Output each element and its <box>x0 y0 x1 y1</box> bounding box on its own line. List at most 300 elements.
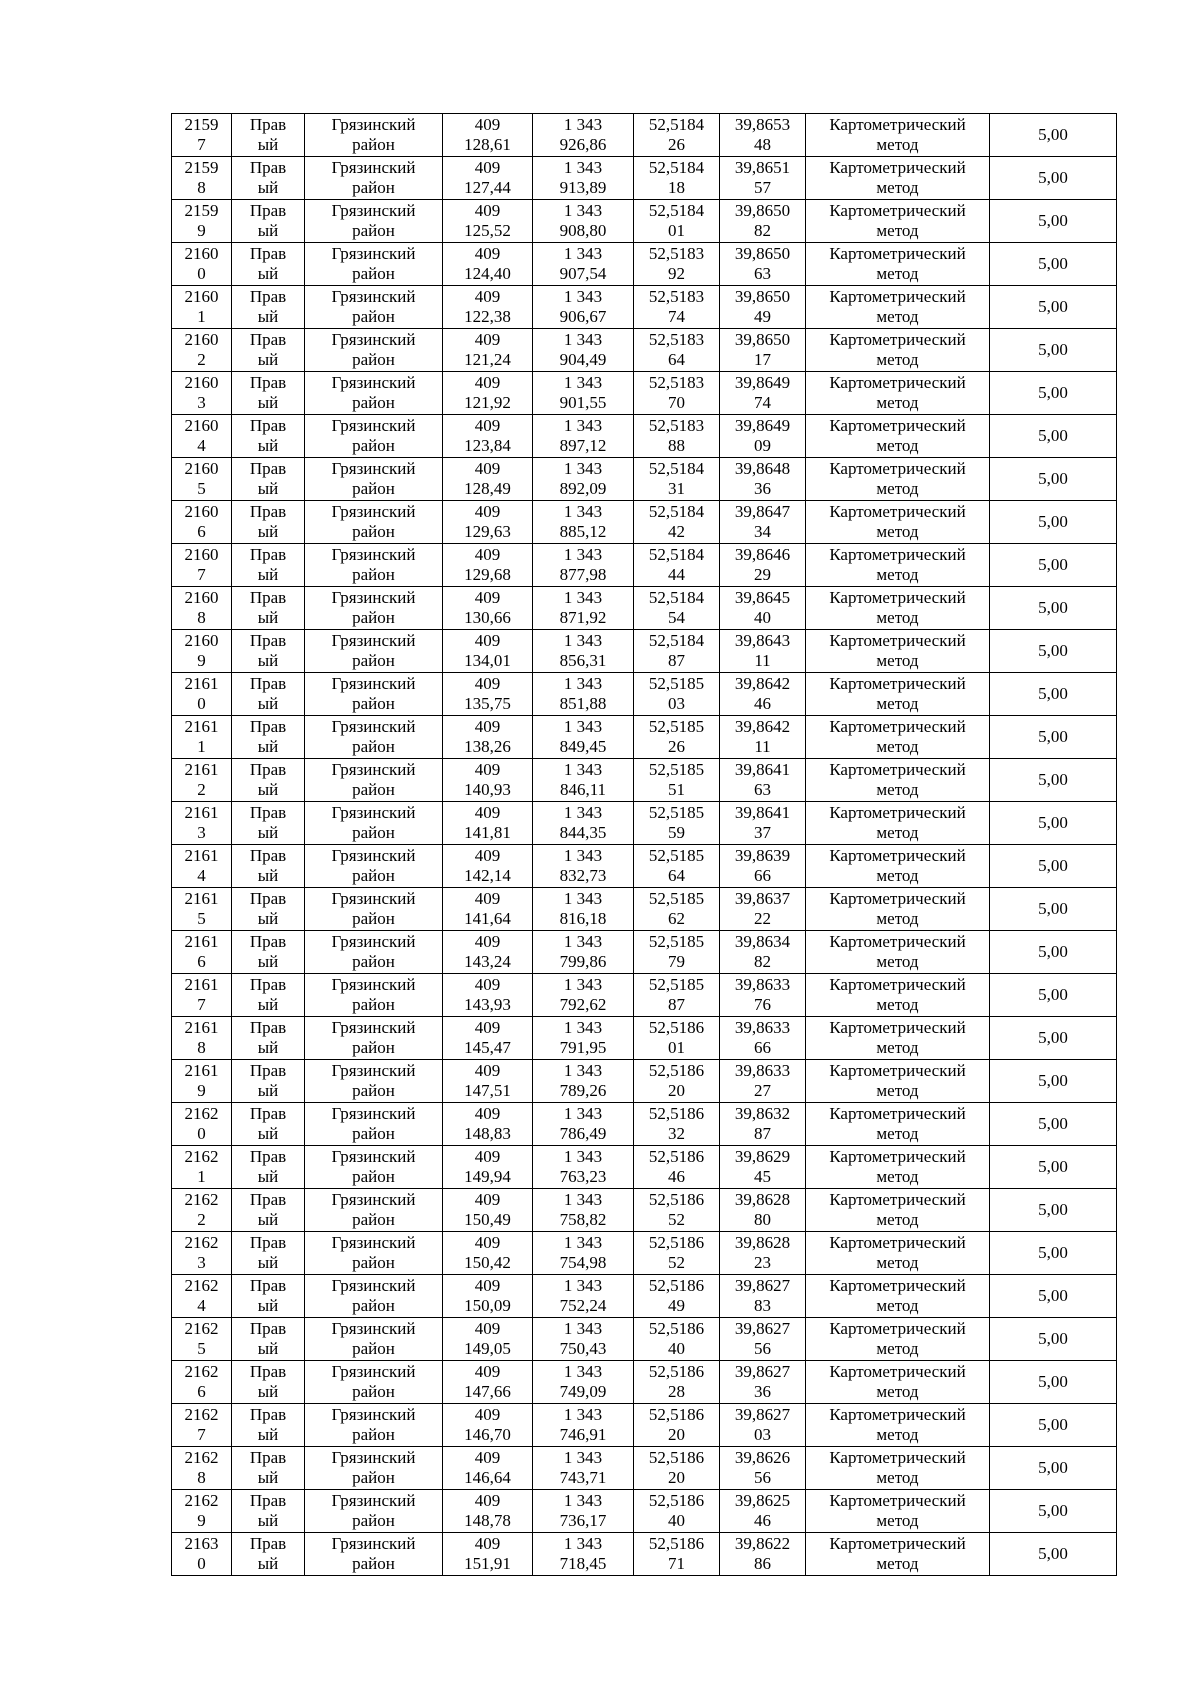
method-text: метод <box>876 1038 919 1057</box>
longitude-text: 39,8627 <box>734 1405 791 1424</box>
accuracy-cell: 5,00 <box>990 1232 1117 1275</box>
district-cell <box>305 1404 443 1447</box>
point-number-cell <box>172 501 232 544</box>
longitude-text: 39,8641 <box>734 803 791 822</box>
longitude-cell <box>720 286 806 329</box>
longitude-cell <box>720 888 806 931</box>
point-number-text: 2161 <box>184 717 219 736</box>
side-text: Прав <box>249 1362 287 1381</box>
accuracy-cell: 5,00 <box>990 286 1117 329</box>
method-cell <box>806 372 990 415</box>
y-coordinate-text: 885,12 <box>559 522 607 541</box>
point-number-text: 3 <box>197 823 206 842</box>
district-text: район <box>352 737 395 756</box>
accuracy-cell: 5,00 <box>990 845 1117 888</box>
table-row <box>172 544 1117 587</box>
method-text: метод <box>876 780 919 799</box>
method-cell <box>806 458 990 501</box>
point-number-text: 9 <box>197 221 206 240</box>
y-coordinate-text: 1 343 <box>563 803 603 822</box>
district-text: Грязинский <box>331 158 416 177</box>
latitude-text: 52,5185 <box>648 889 705 908</box>
x-coordinate-text: 128,49 <box>464 479 511 498</box>
latitude-text: 52,5186 <box>648 1534 705 1553</box>
accuracy-cell: 5,00 <box>990 802 1117 845</box>
longitude-text: 39,8629 <box>734 1147 791 1166</box>
y-coordinate-text: 1 343 <box>563 545 603 564</box>
point-number-cell <box>172 1017 232 1060</box>
latitude-text: 52,5186 <box>648 1448 705 1467</box>
x-coordinate-cell <box>443 1404 533 1447</box>
point-number-text: 9 <box>197 1081 206 1100</box>
district-text: Грязинский <box>331 416 416 435</box>
point-number-text: 4 <box>197 866 206 885</box>
x-coordinate-cell <box>443 1189 533 1232</box>
latitude-text: 52,5184 <box>648 115 705 134</box>
method-text: Картометрический <box>829 115 966 134</box>
side-text: Прав <box>249 1534 287 1553</box>
point-number-cell <box>172 415 232 458</box>
district-cell <box>305 1275 443 1318</box>
side-text: Прав <box>249 459 287 478</box>
method-text: Картометрический <box>829 846 966 865</box>
district-cell <box>305 458 443 501</box>
y-coordinate-text: 901,55 <box>559 393 607 412</box>
method-text: Картометрический <box>829 717 966 736</box>
accuracy-cell: 5,00 <box>990 458 1117 501</box>
district-text: район <box>352 307 395 326</box>
point-number-cell <box>172 544 232 587</box>
table-row <box>172 243 1117 286</box>
y-coordinate-cell <box>533 243 634 286</box>
accuracy-cell: 5,00 <box>990 1060 1117 1103</box>
accuracy-cell: 5,00 <box>990 1103 1117 1146</box>
method-text: Картометрический <box>829 416 966 435</box>
x-coordinate-text: 142,14 <box>464 866 511 885</box>
y-coordinate-text: 752,24 <box>559 1296 607 1315</box>
table-row <box>172 716 1117 759</box>
x-coordinate-cell <box>443 372 533 415</box>
longitude-text: 74 <box>754 393 771 412</box>
x-coordinate-text: 409 <box>474 803 501 822</box>
point-number-cell <box>172 630 232 673</box>
x-coordinate-cell <box>443 1103 533 1146</box>
accuracy-cell: 5,00 <box>990 759 1117 802</box>
latitude-cell <box>634 630 720 673</box>
point-number-cell <box>172 329 232 372</box>
x-coordinate-text: 409 <box>474 1491 501 1510</box>
point-number-cell <box>172 114 232 157</box>
table-row <box>172 1490 1117 1533</box>
x-coordinate-cell <box>443 931 533 974</box>
longitude-text: 39,8651 <box>734 158 791 177</box>
y-coordinate-text: 1 343 <box>563 115 603 134</box>
longitude-text: 39,8650 <box>734 201 791 220</box>
longitude-text: 87 <box>754 1124 771 1143</box>
point-number-text: 2161 <box>184 932 219 951</box>
latitude-text: 44 <box>668 565 685 584</box>
longitude-text: 39,8628 <box>734 1233 791 1252</box>
latitude-cell <box>634 458 720 501</box>
y-coordinate-cell <box>533 1189 634 1232</box>
y-coordinate-text: 1 343 <box>563 1405 603 1424</box>
point-number-text: 2159 <box>184 158 219 177</box>
district-cell <box>305 329 443 372</box>
longitude-text: 39,8627 <box>734 1276 791 1295</box>
y-coordinate-text: 792,62 <box>559 995 607 1014</box>
latitude-cell <box>634 1017 720 1060</box>
longitude-cell <box>720 1361 806 1404</box>
latitude-cell <box>634 1146 720 1189</box>
x-coordinate-cell <box>443 1232 533 1275</box>
latitude-text: 52,5184 <box>648 545 705 564</box>
y-coordinate-text: 1 343 <box>563 1018 603 1037</box>
y-coordinate-text: 750,43 <box>559 1339 607 1358</box>
district-cell <box>305 759 443 802</box>
y-coordinate-cell <box>533 759 634 802</box>
y-coordinate-text: 1 343 <box>563 588 603 607</box>
longitude-text: 36 <box>754 1382 771 1401</box>
table-row <box>172 1232 1117 1275</box>
method-text: метод <box>876 307 919 326</box>
latitude-text: 52,5184 <box>648 158 705 177</box>
y-coordinate-cell <box>533 1060 634 1103</box>
side-cell <box>232 1232 305 1275</box>
y-coordinate-cell <box>533 1318 634 1361</box>
point-number-text: 2161 <box>184 846 219 865</box>
point-number-text: 8 <box>197 1468 206 1487</box>
y-coordinate-text: 1 343 <box>563 1276 603 1295</box>
method-text: Картометрический <box>829 502 966 521</box>
method-text: Картометрический <box>829 889 966 908</box>
district-text: Грязинский <box>331 717 416 736</box>
point-number-cell <box>172 372 232 415</box>
x-coordinate-text: 409 <box>474 287 501 306</box>
x-coordinate-text: 147,66 <box>464 1382 511 1401</box>
latitude-text: 20 <box>668 1425 685 1444</box>
district-text: Грязинский <box>331 244 416 263</box>
side-cell <box>232 630 305 673</box>
method-text: метод <box>876 909 919 928</box>
district-cell <box>305 802 443 845</box>
latitude-text: 70 <box>668 393 685 412</box>
latitude-text: 18 <box>668 178 685 197</box>
y-coordinate-text: 736,17 <box>559 1511 607 1530</box>
x-coordinate-cell <box>443 888 533 931</box>
longitude-text: 48 <box>754 135 771 154</box>
x-coordinate-text: 409 <box>474 1061 501 1080</box>
side-cell <box>232 286 305 329</box>
side-cell <box>232 372 305 415</box>
district-text: район <box>352 393 395 412</box>
side-cell <box>232 1060 305 1103</box>
point-number-text: 2159 <box>184 115 219 134</box>
point-number-text: 2161 <box>184 760 219 779</box>
district-text: район <box>352 909 395 928</box>
latitude-cell <box>634 1447 720 1490</box>
x-coordinate-text: 409 <box>474 760 501 779</box>
district-cell <box>305 1189 443 1232</box>
latitude-cell <box>634 974 720 1017</box>
table-row <box>172 673 1117 716</box>
method-text: Картометрический <box>829 1534 966 1553</box>
longitude-text: 63 <box>754 780 771 799</box>
longitude-text: 22 <box>754 909 771 928</box>
longitude-cell <box>720 544 806 587</box>
method-cell <box>806 1533 990 1576</box>
method-cell <box>806 1447 990 1490</box>
accuracy-cell: 5,00 <box>990 1490 1117 1533</box>
district-cell <box>305 243 443 286</box>
y-coordinate-cell <box>533 372 634 415</box>
side-cell <box>232 1318 305 1361</box>
latitude-text: 87 <box>668 651 685 670</box>
point-number-text: 6 <box>197 952 206 971</box>
side-text: Прав <box>249 287 287 306</box>
latitude-text: 52,5185 <box>648 975 705 994</box>
district-text: район <box>352 522 395 541</box>
method-cell <box>806 888 990 931</box>
longitude-text: 66 <box>754 1038 771 1057</box>
side-cell <box>232 802 305 845</box>
method-text: метод <box>876 1511 919 1530</box>
x-coordinate-text: 409 <box>474 631 501 650</box>
accuracy-cell: 5,00 <box>990 415 1117 458</box>
side-cell <box>232 544 305 587</box>
latitude-text: 54 <box>668 608 685 627</box>
latitude-cell <box>634 888 720 931</box>
side-text: ый <box>257 1124 279 1143</box>
district-text: район <box>352 1554 395 1573</box>
longitude-text: 39,8642 <box>734 674 791 693</box>
latitude-text: 01 <box>668 221 685 240</box>
point-number-text: 8 <box>197 178 206 197</box>
side-text: ый <box>257 952 279 971</box>
accuracy-cell: 5,00 <box>990 974 1117 1017</box>
side-cell <box>232 1017 305 1060</box>
point-number-cell <box>172 1232 232 1275</box>
longitude-cell <box>720 1060 806 1103</box>
accuracy-cell: 5,00 <box>990 1275 1117 1318</box>
latitude-text: 42 <box>668 522 685 541</box>
table-row <box>172 1447 1117 1490</box>
side-cell <box>232 1533 305 1576</box>
point-number-cell <box>172 759 232 802</box>
side-text: Прав <box>249 588 287 607</box>
x-coordinate-text: 409 <box>474 1448 501 1467</box>
point-number-text: 7 <box>197 995 206 1014</box>
method-text: Картометрический <box>829 932 966 951</box>
district-cell <box>305 544 443 587</box>
table-row <box>172 1146 1117 1189</box>
point-number-cell <box>172 1318 232 1361</box>
x-coordinate-text: 409 <box>474 889 501 908</box>
table-body <box>172 114 1117 1576</box>
side-text: Прав <box>249 1276 287 1295</box>
x-coordinate-text: 149,05 <box>464 1339 511 1358</box>
accuracy-cell: 5,00 <box>990 114 1117 157</box>
district-text: Грязинский <box>331 545 416 564</box>
y-coordinate-text: 1 343 <box>563 1448 603 1467</box>
latitude-cell <box>634 243 720 286</box>
longitude-cell <box>720 458 806 501</box>
latitude-text: 62 <box>668 909 685 928</box>
y-coordinate-text: 1 343 <box>563 502 603 521</box>
latitude-text: 52,5185 <box>648 846 705 865</box>
longitude-text: 39,8625 <box>734 1491 791 1510</box>
district-cell <box>305 630 443 673</box>
method-cell <box>806 1275 990 1318</box>
y-coordinate-text: 1 343 <box>563 1491 603 1510</box>
longitude-cell <box>720 759 806 802</box>
y-coordinate-cell <box>533 157 634 200</box>
district-text: район <box>352 1511 395 1530</box>
longitude-text: 46 <box>754 694 771 713</box>
method-text: Картометрический <box>829 244 966 263</box>
x-coordinate-cell <box>443 759 533 802</box>
y-coordinate-text: 791,95 <box>559 1038 607 1057</box>
point-number-cell <box>172 931 232 974</box>
latitude-text: 52,5186 <box>648 1233 705 1252</box>
method-text: метод <box>876 135 919 154</box>
table-row <box>172 114 1117 157</box>
side-text: Прав <box>249 416 287 435</box>
longitude-text: 39,8649 <box>734 416 791 435</box>
point-number-cell <box>172 587 232 630</box>
latitude-cell <box>634 1189 720 1232</box>
side-cell <box>232 974 305 1017</box>
table-row <box>172 974 1117 1017</box>
point-number-text: 5 <box>197 1339 206 1358</box>
latitude-text: 52,5185 <box>648 717 705 736</box>
y-coordinate-text: 1 343 <box>563 459 603 478</box>
latitude-cell <box>634 1318 720 1361</box>
longitude-text: 39,8645 <box>734 588 791 607</box>
district-cell <box>305 1103 443 1146</box>
point-number-cell <box>172 1275 232 1318</box>
point-number-cell <box>172 200 232 243</box>
y-coordinate-text: 1 343 <box>563 889 603 908</box>
x-coordinate-cell <box>443 1533 533 1576</box>
latitude-text: 52,5185 <box>648 674 705 693</box>
side-cell <box>232 501 305 544</box>
accuracy-cell: 5,00 <box>990 243 1117 286</box>
side-text: ый <box>257 780 279 799</box>
district-text: район <box>352 952 395 971</box>
side-text: ый <box>257 522 279 541</box>
longitude-cell <box>720 1232 806 1275</box>
y-coordinate-text: 897,12 <box>559 436 607 455</box>
point-number-text: 2162 <box>184 1190 219 1209</box>
y-coordinate-cell <box>533 1232 634 1275</box>
latitude-text: 26 <box>668 135 685 154</box>
latitude-text: 52,5183 <box>648 244 705 263</box>
latitude-text: 52,5184 <box>648 459 705 478</box>
district-text: Грязинский <box>331 1534 416 1553</box>
method-text: метод <box>876 1253 919 1272</box>
district-text: район <box>352 1253 395 1272</box>
accuracy-cell: 5,00 <box>990 587 1117 630</box>
x-coordinate-cell <box>443 329 533 372</box>
longitude-text: 36 <box>754 479 771 498</box>
y-coordinate-text: 1 343 <box>563 1190 603 1209</box>
x-coordinate-text: 122,38 <box>464 307 511 326</box>
district-cell <box>305 1447 443 1490</box>
latitude-cell <box>634 415 720 458</box>
district-text: Грязинский <box>331 889 416 908</box>
x-coordinate-cell <box>443 673 533 716</box>
side-text: Прав <box>249 975 287 994</box>
longitude-text: 83 <box>754 1296 771 1315</box>
table-row <box>172 1361 1117 1404</box>
point-number-cell <box>172 974 232 1017</box>
y-coordinate-cell <box>533 200 634 243</box>
side-text: ый <box>257 909 279 928</box>
y-coordinate-text: 904,49 <box>559 350 607 369</box>
district-text: район <box>352 135 395 154</box>
point-number-cell <box>172 1060 232 1103</box>
y-coordinate-cell <box>533 1533 634 1576</box>
district-cell <box>305 200 443 243</box>
y-coordinate-text: 1 343 <box>563 1233 603 1252</box>
point-number-text: 2162 <box>184 1448 219 1467</box>
district-cell <box>305 415 443 458</box>
side-text: Прав <box>249 1190 287 1209</box>
latitude-cell <box>634 1103 720 1146</box>
side-text: Прав <box>249 631 287 650</box>
x-coordinate-cell <box>443 716 533 759</box>
accuracy-cell: 5,00 <box>990 200 1117 243</box>
point-number-text: 5 <box>197 909 206 928</box>
latitude-text: 52 <box>668 1253 685 1272</box>
y-coordinate-cell <box>533 415 634 458</box>
x-coordinate-cell <box>443 1361 533 1404</box>
longitude-text: 45 <box>754 1167 771 1186</box>
x-coordinate-cell <box>443 974 533 1017</box>
side-text: ый <box>257 1210 279 1229</box>
side-text: Прав <box>249 115 287 134</box>
longitude-text: 39,8647 <box>734 502 791 521</box>
longitude-text: 39,8632 <box>734 1104 791 1123</box>
longitude-text: 27 <box>754 1081 771 1100</box>
longitude-cell <box>720 157 806 200</box>
y-coordinate-text: 1 343 <box>563 717 603 736</box>
x-coordinate-cell <box>443 845 533 888</box>
side-text: ый <box>257 1167 279 1186</box>
method-text: Картометрический <box>829 1491 966 1510</box>
method-cell <box>806 544 990 587</box>
x-coordinate-text: 146,64 <box>464 1468 511 1487</box>
district-cell <box>305 845 443 888</box>
y-coordinate-text: 926,86 <box>559 135 607 154</box>
latitude-cell <box>634 1361 720 1404</box>
x-coordinate-text: 409 <box>474 244 501 263</box>
side-text: Прав <box>249 803 287 822</box>
point-number-text: 2 <box>197 350 206 369</box>
x-coordinate-text: 409 <box>474 674 501 693</box>
longitude-cell <box>720 329 806 372</box>
method-cell <box>806 1318 990 1361</box>
method-text: метод <box>876 651 919 670</box>
y-coordinate-text: 743,71 <box>559 1468 607 1487</box>
y-coordinate-text: 832,73 <box>559 866 607 885</box>
x-coordinate-text: 129,68 <box>464 565 511 584</box>
latitude-text: 52,5184 <box>648 631 705 650</box>
x-coordinate-text: 135,75 <box>464 694 511 713</box>
point-number-text: 2161 <box>184 803 219 822</box>
table-row <box>172 501 1117 544</box>
latitude-text: 51 <box>668 780 685 799</box>
